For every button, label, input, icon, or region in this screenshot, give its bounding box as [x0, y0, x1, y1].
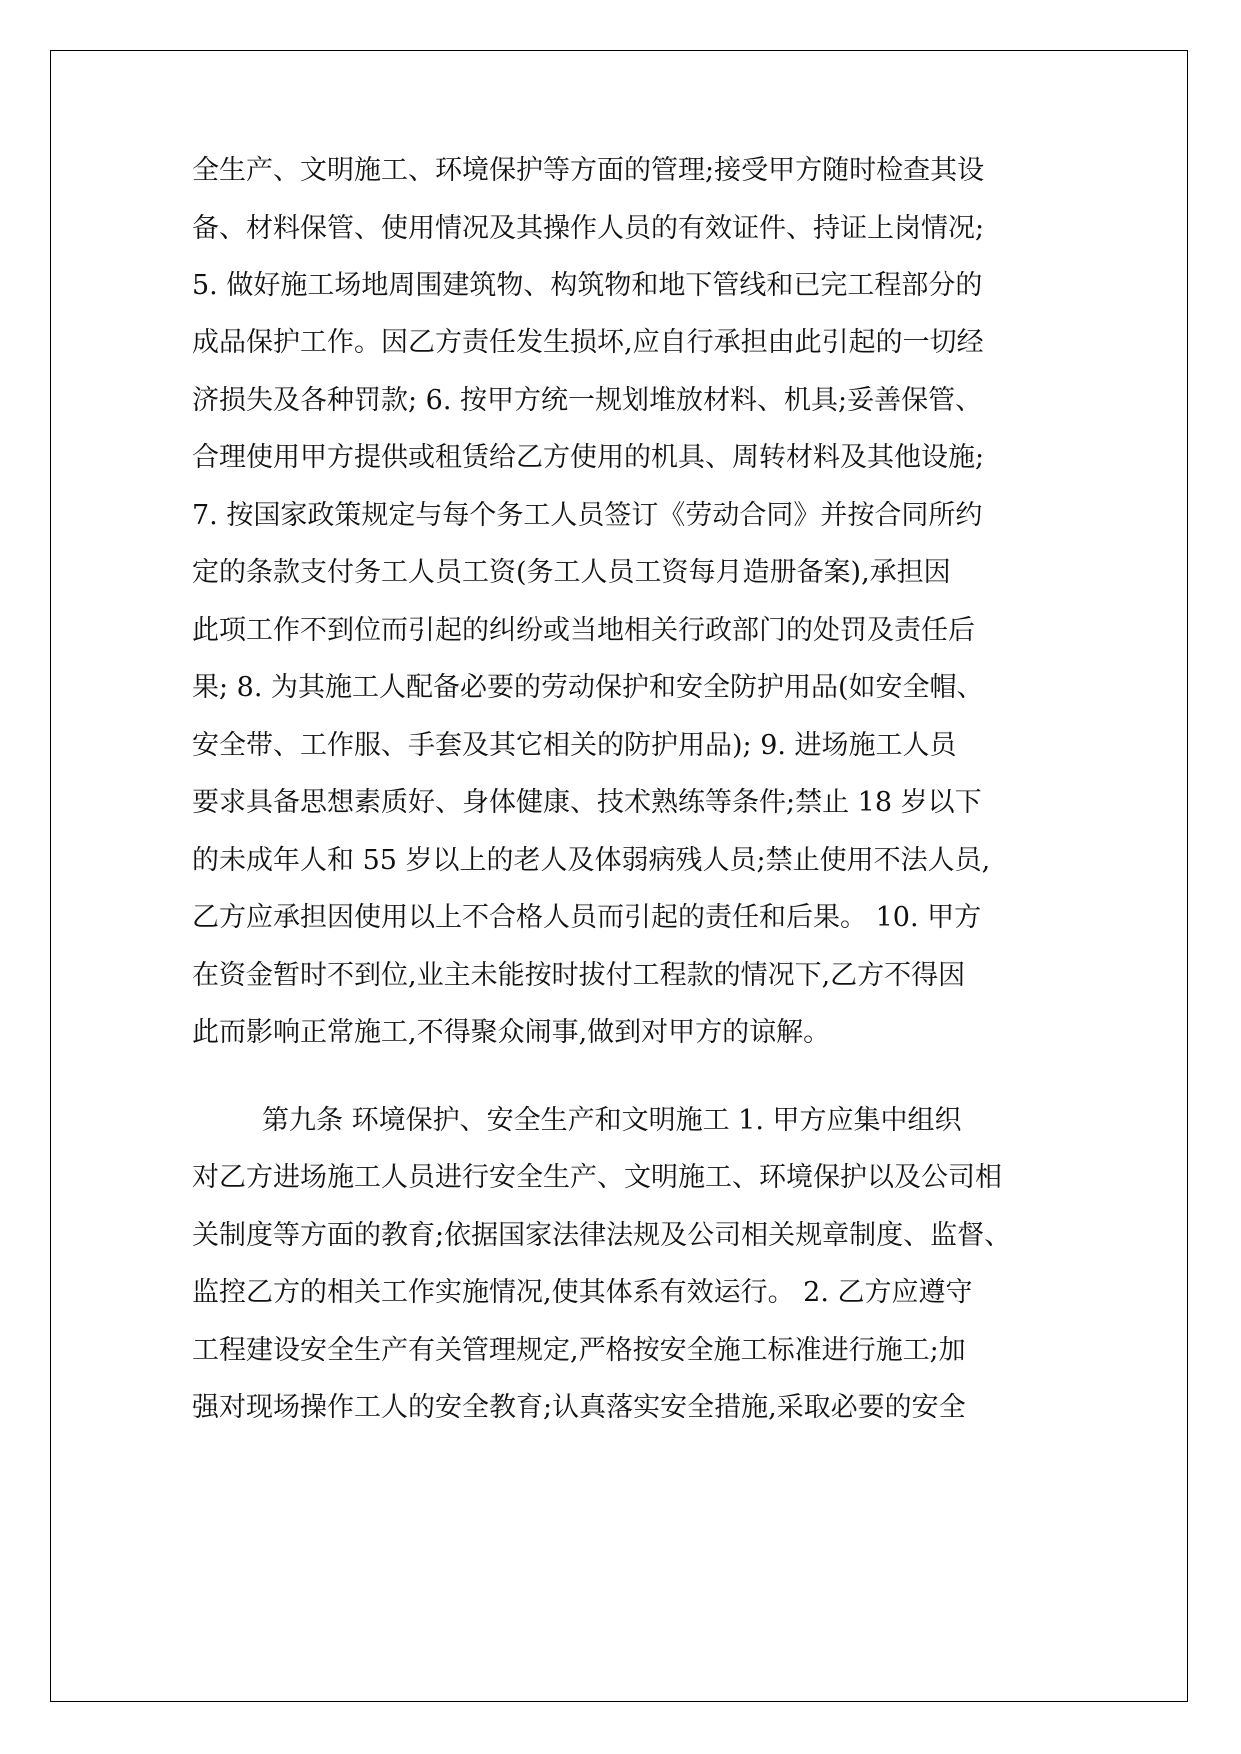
text-line: 的未成年人和 55 岁以上的老人及体弱病残人员;禁止使用不法人员, [192, 845, 991, 876]
text-line: 7. 按国家政策规定与每个务工人员签订《劳动合同》并按合同所约 [192, 500, 983, 531]
text-line: 此项工作不到位而引起的纠纷或当地相关行政部门的处罚及责任后 [192, 615, 975, 646]
text-line: 关制度等方面的教育;依据国家法律法规及公司相关规章制度、监督、 [192, 1220, 1012, 1251]
text-line: 工程建设安全生产有关管理规定,严格按安全施工标准进行施工;加 [192, 1335, 966, 1366]
text-line: 5. 做好施工场地周围建筑物、构筑物和地下管线和已完工程部分的 [192, 270, 983, 301]
text-line: 备、材料保管、使用情况及其操作人员的有效证件、持证上岗情况; [192, 213, 985, 244]
text-line: 要求具备思想素质好、身体健康、技术熟练等条件;禁止 18 岁以下 [192, 787, 982, 818]
text-line: 此而影响正常施工,不得聚众闹事,做到对甲方的谅解。 [192, 1017, 831, 1048]
text-line: 合理使用甲方提供或租赁给乙方使用的机具、周转材料及其他设施; [192, 442, 985, 473]
text-line: 在资金暂时不到位,业主未能按时拔付工程款的情况下,乙方不得因 [192, 960, 966, 991]
text-line: 成品保护工作。因乙方责任发生损坏,应自行承担由此引起的一切经 [192, 327, 984, 358]
text-line: 乙方应承担因使用以上不合格人员而引起的责任和后果。 10. 甲方 [192, 902, 982, 933]
text-line: 果; 8. 为其施工人配备必要的劳动保护和安全防护用品(如安全帽、 [192, 672, 984, 703]
text-line: 全生产、文明施工、环境保护等方面的管理;接受甲方随时检查其设 [192, 155, 985, 186]
text-line: 安全带、工作服、手套及其它相关的防护用品); 9. 进场施工人员 [192, 730, 957, 761]
text-line: 监控乙方的相关工作实施情况,使其体系有效运行。 2. 乙方应遵守 [192, 1277, 973, 1308]
text-line: 济损失及各种罚款; 6. 按甲方统一规划堆放材料、机具;妥善保管、 [192, 385, 983, 416]
text-line: 对乙方进场施工人员进行安全生产、文明施工、环境保护以及公司相 [192, 1162, 1002, 1193]
text-line: 强对现场操作工人的安全教育;认真落实安全措施,采取必要的安全 [192, 1392, 966, 1423]
text-line: 定的条款支付务工人员工资(务工人员工资每月造册备案),承担因 [192, 557, 951, 588]
section-heading-line: 第九条 环境保护、安全生产和文明施工 1. 甲方应集中组织 [262, 1105, 962, 1136]
